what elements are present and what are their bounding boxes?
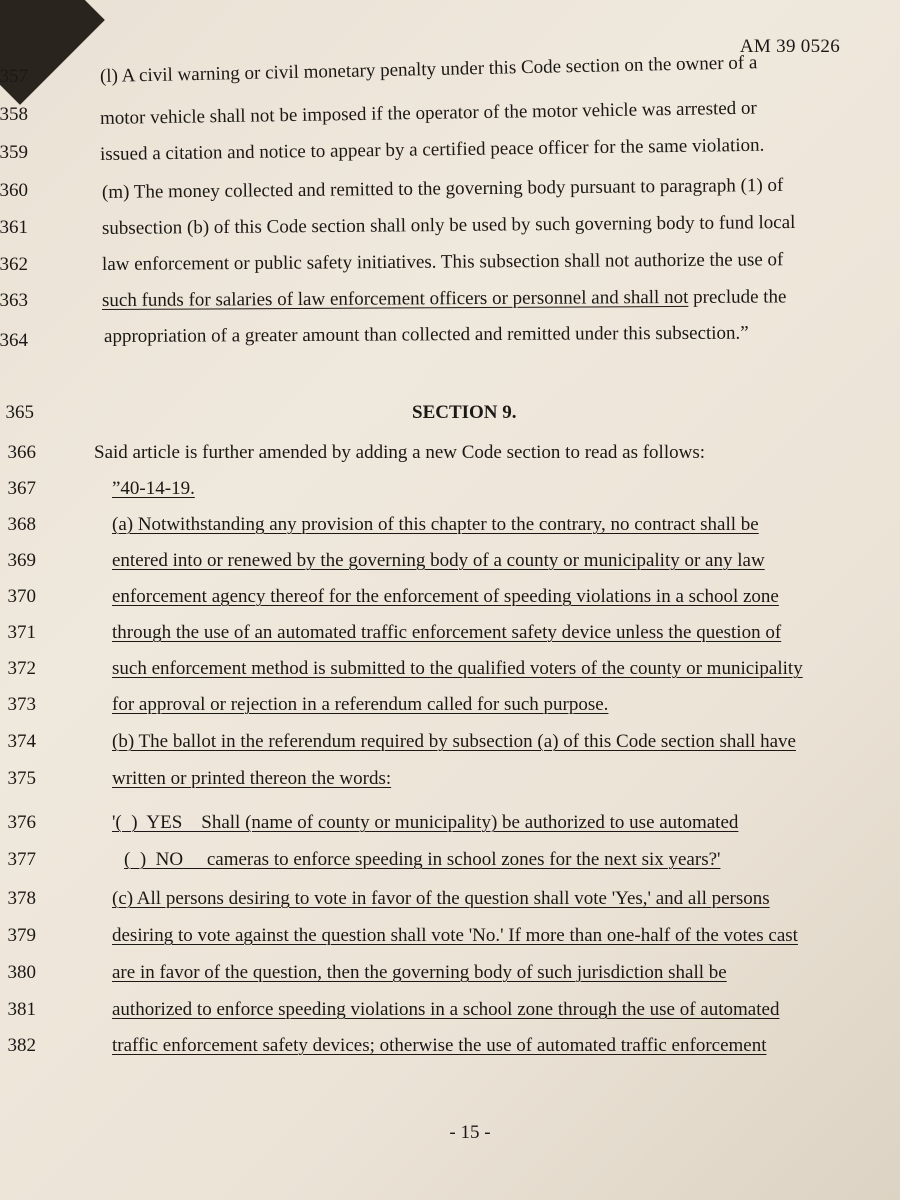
text-line: desiring to vote against the question shall vote 'No.' If more than one-half of the votes cast xyxy=(112,925,798,946)
line-number: 374 xyxy=(7,731,36,752)
text-line: appropriation of a greater amount than collected and remitted under this subsection.” xyxy=(103,322,749,347)
line-number: 370 xyxy=(7,586,36,607)
text-line: (c) All persons desiring to vote in favor of the question shall vote 'Yes,' and all persons xyxy=(112,888,770,909)
line-number: 382 xyxy=(7,1035,36,1056)
line-number: 359 xyxy=(0,142,28,163)
text-line: traffic enforcement safety devices; otherwise the use of automated traffic enforcement xyxy=(112,1035,767,1056)
page-number: - 15 - xyxy=(449,1122,491,1143)
text-line: motor vehicle shall not be imposed if the operator of the motor vehicle was arrested or xyxy=(99,97,757,129)
text-line: entered into or renewed by the governing body of a county or municipality or any law xyxy=(112,550,765,571)
line-number: 371 xyxy=(7,622,36,643)
line-number: 363 xyxy=(0,290,28,311)
line-number: 358 xyxy=(0,104,28,125)
line-number: 381 xyxy=(7,999,36,1020)
line-number: 369 xyxy=(7,550,36,571)
text-line: (a) Notwithstanding any provision of this chapter to the contrary, no contract shall be xyxy=(112,514,759,535)
line-number: 375 xyxy=(7,768,36,789)
line-number: 357 xyxy=(0,66,28,87)
underlined-amendment: such funds for salaries of law enforcement officers or personnel and shall not xyxy=(101,286,689,311)
line-number: 362 xyxy=(0,254,28,275)
page-corner-shadow xyxy=(0,0,105,105)
line-number: 380 xyxy=(7,962,36,983)
ballot-no-line: ( ) NO cameras to enforce speeding in school zones for the next six years?' xyxy=(124,849,721,870)
line-number: 365 xyxy=(5,402,34,423)
text-line: are in favor of the question, then the governing body of such jurisdiction shall be xyxy=(112,962,727,983)
section-title: SECTION 9. xyxy=(412,402,517,423)
text-line: ”40-14-19. xyxy=(112,478,195,499)
text-line: (m) The money collected and remitted to the governing body pursuant to paragraph (1) of xyxy=(101,174,784,203)
text-line: enforcement agency thereof for the enforcement of speeding violations in a school zone xyxy=(112,586,779,607)
line-number: 366 xyxy=(7,442,36,463)
text-line xyxy=(102,286,787,312)
text-line: (b) The ballot in the referendum required by subsection (a) of this Code section shall have xyxy=(112,731,796,752)
text-line: (l) A civil warning or civil monetary penalty under this Code section on the owner of a xyxy=(99,52,758,87)
document-code: AM 39 0526 xyxy=(739,36,840,57)
text-line: issued a citation and notice to appear by a certified peace officer for the same violation. xyxy=(99,134,765,165)
text-line: law enforcement or public safety initiatives. This subsection shall not authorize the use of xyxy=(101,249,784,275)
text-line: subsection (b) of this Code section shall only be used by such governing body to fund local xyxy=(101,211,796,239)
line-number: 364 xyxy=(0,330,28,351)
line-number: 376 xyxy=(7,812,36,833)
text-line: for approval or rejection in a referendum called for such purpose. xyxy=(112,694,609,715)
line-number: 378 xyxy=(7,888,36,909)
line-number: 372 xyxy=(7,658,36,679)
line-number: 373 xyxy=(7,694,36,715)
line-number: 368 xyxy=(7,514,36,535)
line-number: 377 xyxy=(7,849,36,870)
text-line: through the use of an automated traffic enforcement safety device unless the question of xyxy=(112,622,782,643)
text-line: such enforcement method is submitted to the qualified voters of the county or municipality xyxy=(112,658,803,679)
text-line: Said article is further amended by adding a new Code section to read as follows: xyxy=(94,442,705,463)
text-line: written or printed thereon the words: xyxy=(112,768,392,789)
line-number: 360 xyxy=(0,180,28,201)
text-continuation: preclude the xyxy=(688,286,787,308)
line-number: 361 xyxy=(0,217,28,238)
text-line: authorized to enforce speeding violations in a school zone through the use of automated xyxy=(112,999,780,1020)
line-number: 379 xyxy=(7,925,36,946)
ballot-yes-line: '( ) YES Shall (name of county or municipality) be authorized to use automated xyxy=(112,812,739,833)
line-number: 367 xyxy=(7,478,36,499)
